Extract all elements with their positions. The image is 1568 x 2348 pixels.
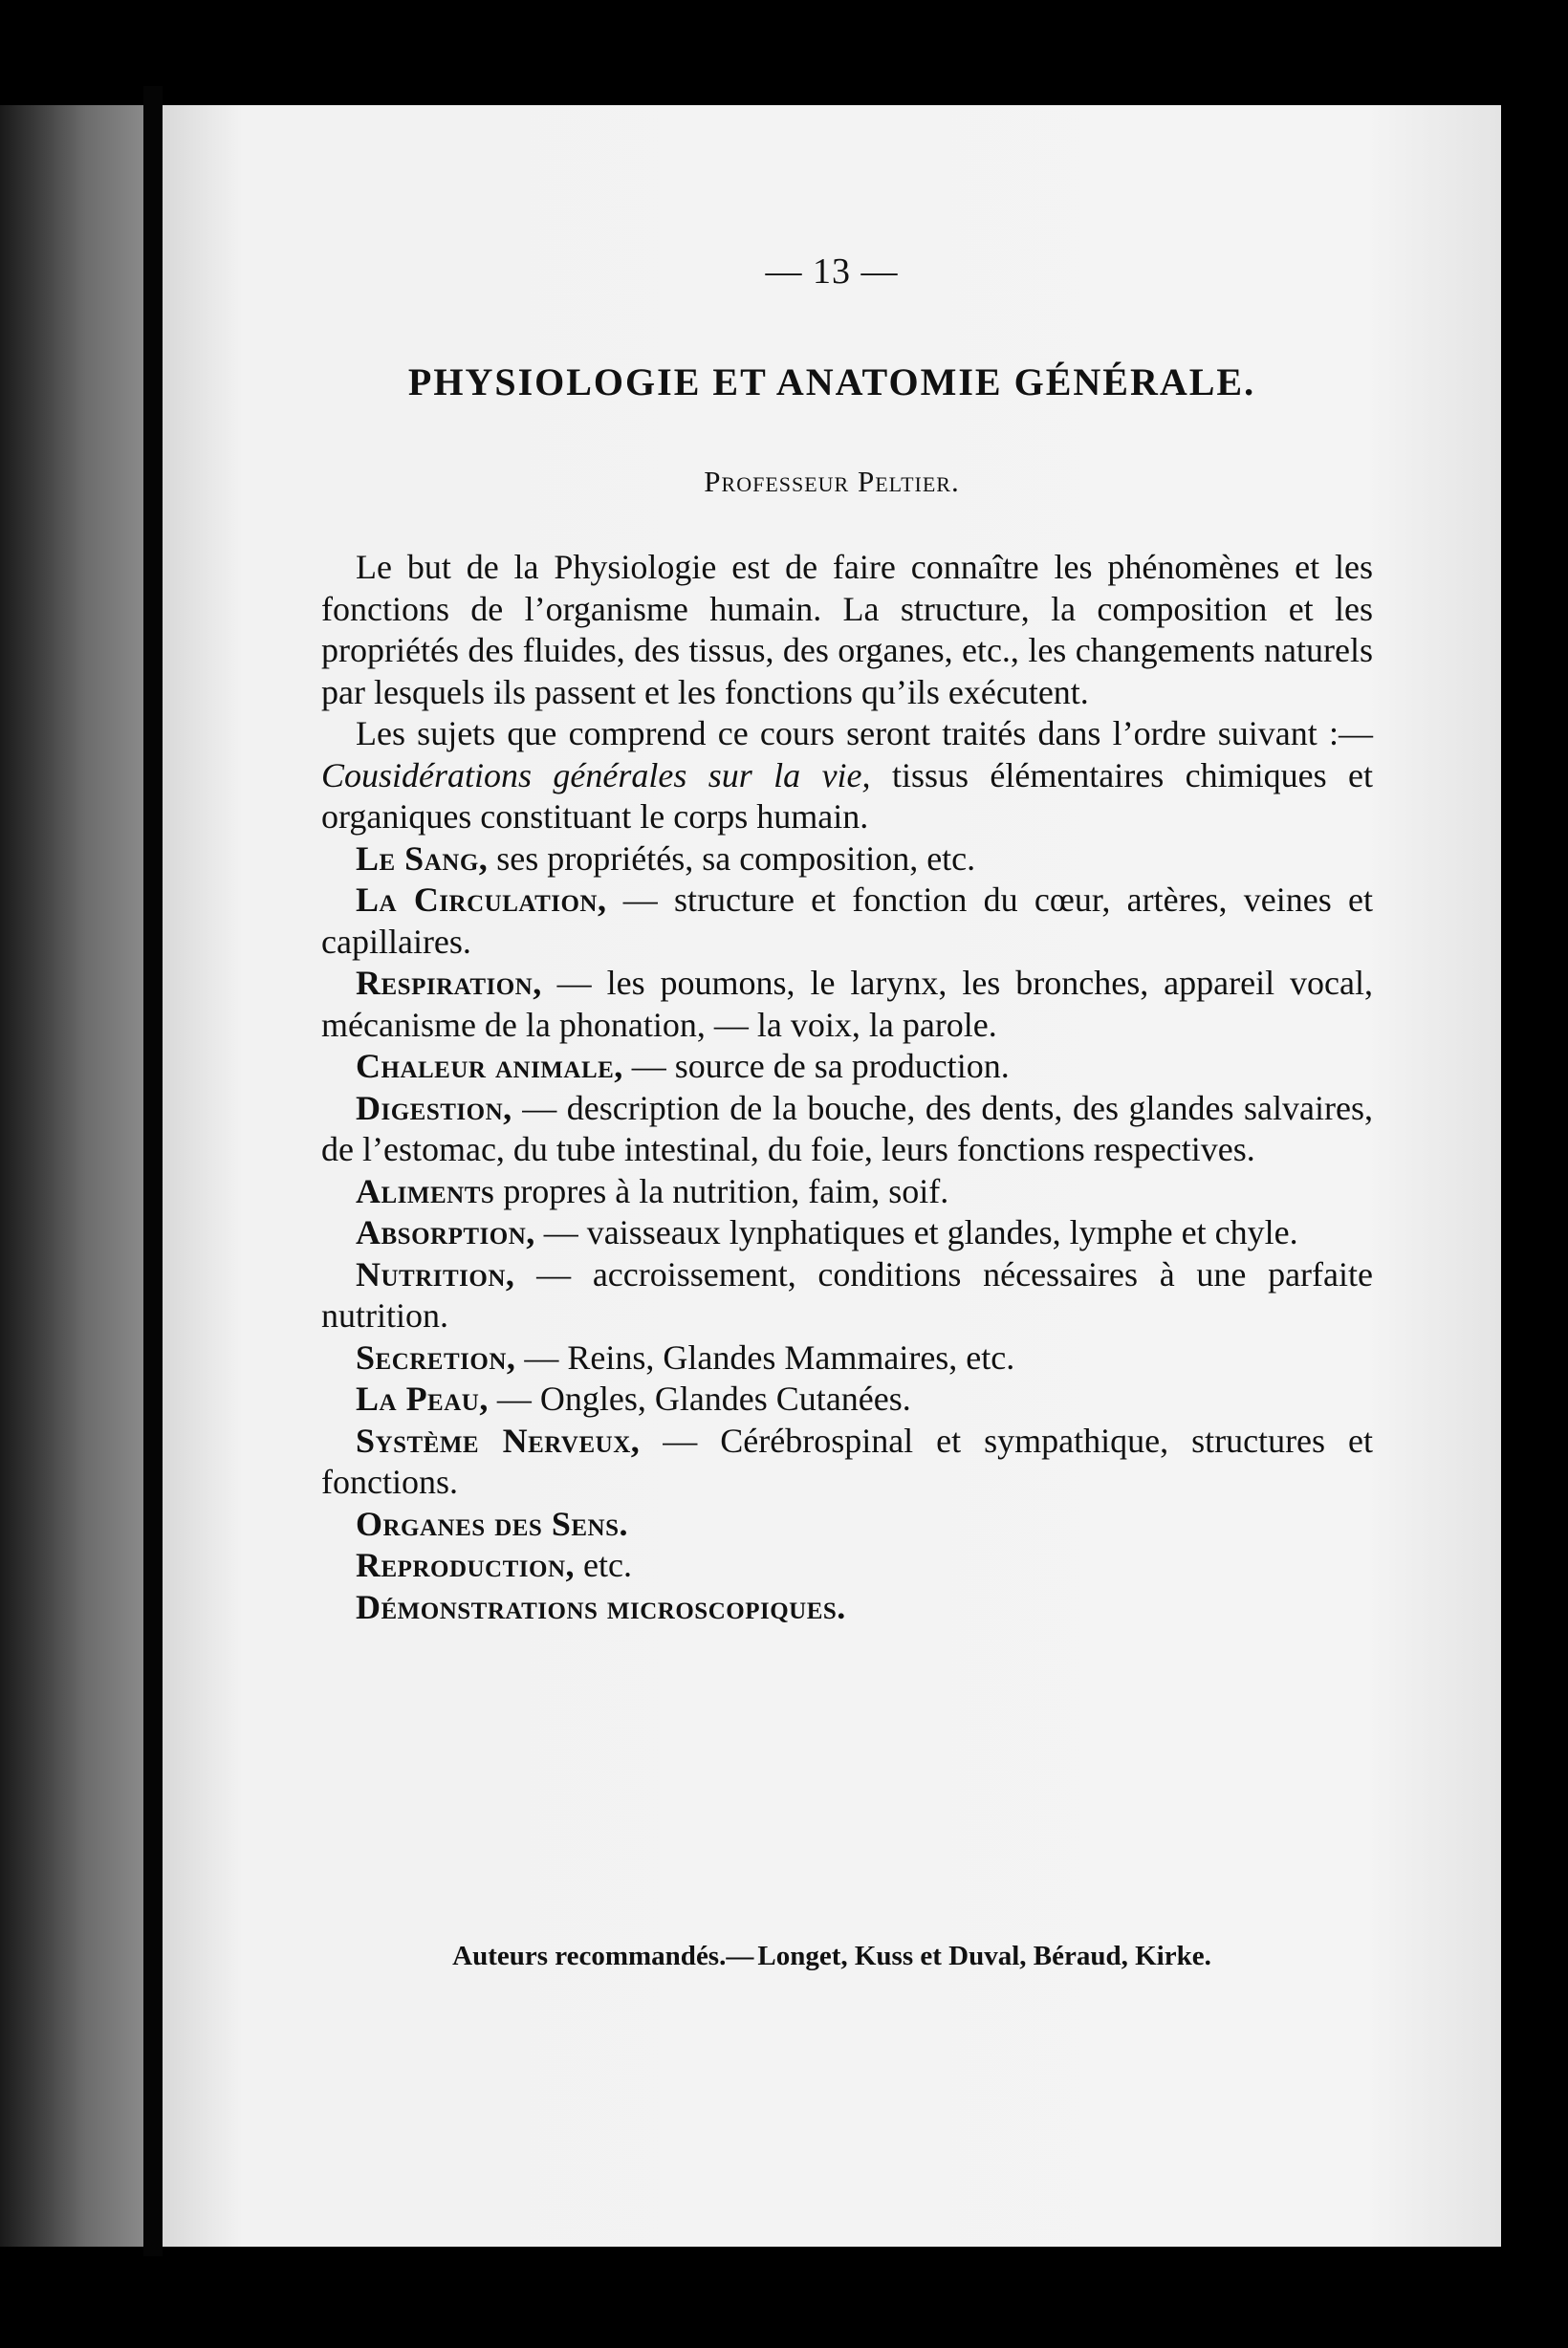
topic-item	[321, 1504, 1373, 1546]
section-title: PHYSIOLOGIE ET ANATOMIE GÉNÉRALE.	[407, 360, 1256, 403]
authors-names: Longet, Kuss et Duval, Béraud, Kirke.	[757, 1941, 1211, 1971]
topic-heading: Organes des Sens.	[356, 1504, 628, 1543]
subjects-italic: Cousidérations générales sur la vie,	[321, 755, 871, 794]
book-page	[163, 105, 1501, 2247]
topic-heading: Démonstrations microscopiques.	[356, 1587, 846, 1626]
topic-heading: Système Nerveux,	[356, 1421, 641, 1460]
topic-item	[321, 1046, 1373, 1088]
topic-item	[321, 1171, 1373, 1213]
topic-heading: Le Sang,	[356, 838, 489, 878]
topic-heading: Nutrition,	[356, 1254, 515, 1294]
topic-item	[321, 1088, 1373, 1171]
left-page-edge	[0, 105, 143, 2247]
topic-heading: La Peau,	[356, 1380, 489, 1418]
topic-text: — structure et fonction du cœur, artères, veines et capillaires.	[321, 880, 1374, 961]
intro-paragraph: Le but de la Physiologie est de faire connaître les phénomènes et les fonctions de l’organisme humain. La structure, la composition et les propriétés des fluides, des tissus, des organes, etc., les changements naturels par lesquels ils passent et les fonctions qu’ils exécutent.	[321, 548, 1373, 711]
topic-heading: Aliments	[356, 1171, 495, 1210]
topic-text: — source de sa production.	[622, 1047, 1010, 1085]
topic-heading: La Circulation,	[356, 880, 607, 919]
topic-item	[321, 1421, 1373, 1504]
topic-text: — accroissement, conditions nécessaires à une parfaite nutrition.	[321, 1254, 1373, 1335]
topic-item	[321, 1337, 1373, 1380]
topic-heading: Secretion,	[356, 1337, 516, 1377]
topic-text: — les poumons, le larynx, les bronches, appareil vocal, mécanisme de la phonation, — la voix, la parole.	[321, 964, 1373, 1044]
topic-text: ses propriétés, sa composition, etc.	[488, 838, 976, 878]
topic-text: — vaisseaux lynphatiques et glandes, lymphe et chyle.	[534, 1213, 1298, 1251]
topic-text: — Ongles, Glandes Cutanées.	[488, 1380, 911, 1418]
professor-line: Professeur Peltier.	[704, 465, 960, 498]
topic-item	[321, 838, 1373, 880]
topic-item	[321, 1379, 1373, 1421]
topic-item	[321, 1212, 1373, 1254]
book-gutter	[143, 86, 163, 2256]
topic-item	[321, 880, 1373, 963]
authors-label: Auteurs recommandés.—	[452, 1941, 754, 1971]
topic-heading: Absorption,	[356, 1213, 535, 1251]
topic-item	[321, 1545, 1373, 1587]
topic-text: propres à la nutrition, faim, soif.	[494, 1171, 949, 1210]
topic-heading: Respiration,	[356, 964, 542, 1002]
topic-text: — Reins, Glandes Mammaires, etc.	[515, 1337, 1015, 1377]
topic-heading: Digestion,	[356, 1088, 512, 1127]
topic-heading: Reproduction,	[356, 1546, 576, 1584]
topic-item	[321, 1254, 1373, 1337]
topic-item	[321, 1587, 1373, 1629]
topic-text: — Cérébrospinal et sympathique, structures et fonctions.	[321, 1421, 1374, 1501]
topic-item	[321, 963, 1373, 1046]
recommended-authors	[163, 1941, 1501, 1972]
subjects-lead: Les sujets que comprend ce cours seront traités dans l’ordre suivant :—	[356, 714, 1373, 752]
topic-heading: Chaleur animale,	[356, 1047, 623, 1085]
subjects-rest: tissus élémentaires chimiques et organiques constituant le corps humain.	[321, 755, 1374, 836]
subjects-paragraph	[321, 713, 1373, 838]
topic-text: — description de la bouche, des dents, des glandes salvaires, de l’estomac, du tube intestinal, du foie, leurs fonctions respectives.	[321, 1088, 1373, 1168]
course-description	[321, 547, 1373, 1628]
page-number: — 13 —	[765, 251, 899, 292]
topic-text: etc.	[575, 1546, 632, 1584]
